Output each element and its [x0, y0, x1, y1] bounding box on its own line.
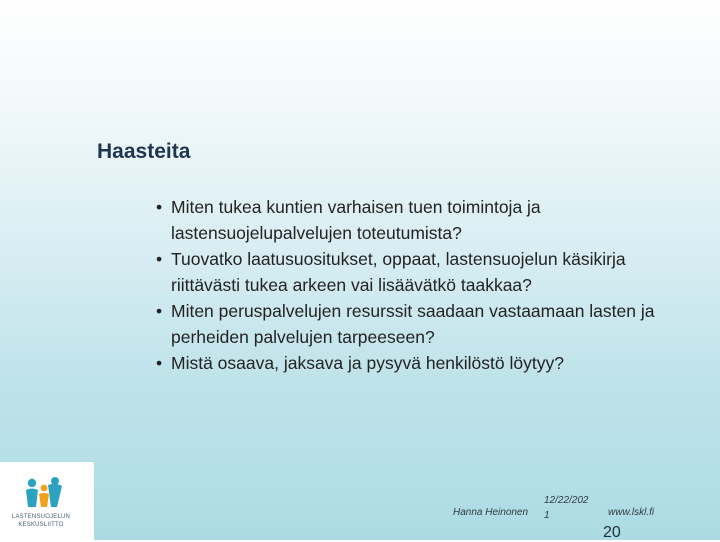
footer-date [544, 493, 589, 523]
logo-text [10, 513, 72, 529]
bullet-item: • Miten peruspalvelujen resurssit saadaan vastaamaan lasten ja perheiden palvelujen tarpeeseen? [156, 298, 696, 350]
slide-title: Haasteita [97, 140, 191, 163]
footer-author: Hanna Heinonen [453, 507, 529, 518]
footer-date-line: 12/22/202 [544, 495, 589, 506]
family-figures-logo-icon [23, 476, 63, 512]
footer-date-line: 1 [544, 510, 550, 521]
bullet-item: • Miten tukea kuntien varhaisen tuen toimintoja ja lastensuojelupalvelujen toteutumista? [156, 194, 696, 246]
bullet-list [156, 194, 696, 376]
bullet-item: • Tuovatko laatusuositukset, oppaat, lastensuojelun käsikirja riittävästi tukea arkeen vai lisäävätkö taakkaa? [156, 246, 696, 298]
bullet-item: • Mistä osaava, jaksava ja pysyvä henkilöstö löytyy? [156, 350, 696, 376]
logo-text-line: LASTENSUOJELUN [11, 514, 71, 520]
logo-text-line: KESKUSLIITTO [18, 522, 64, 528]
footer-url[interactable]: www.lskl.fi [608, 507, 655, 518]
organization-logo [0, 462, 94, 540]
page-number: 20 [603, 524, 621, 541]
